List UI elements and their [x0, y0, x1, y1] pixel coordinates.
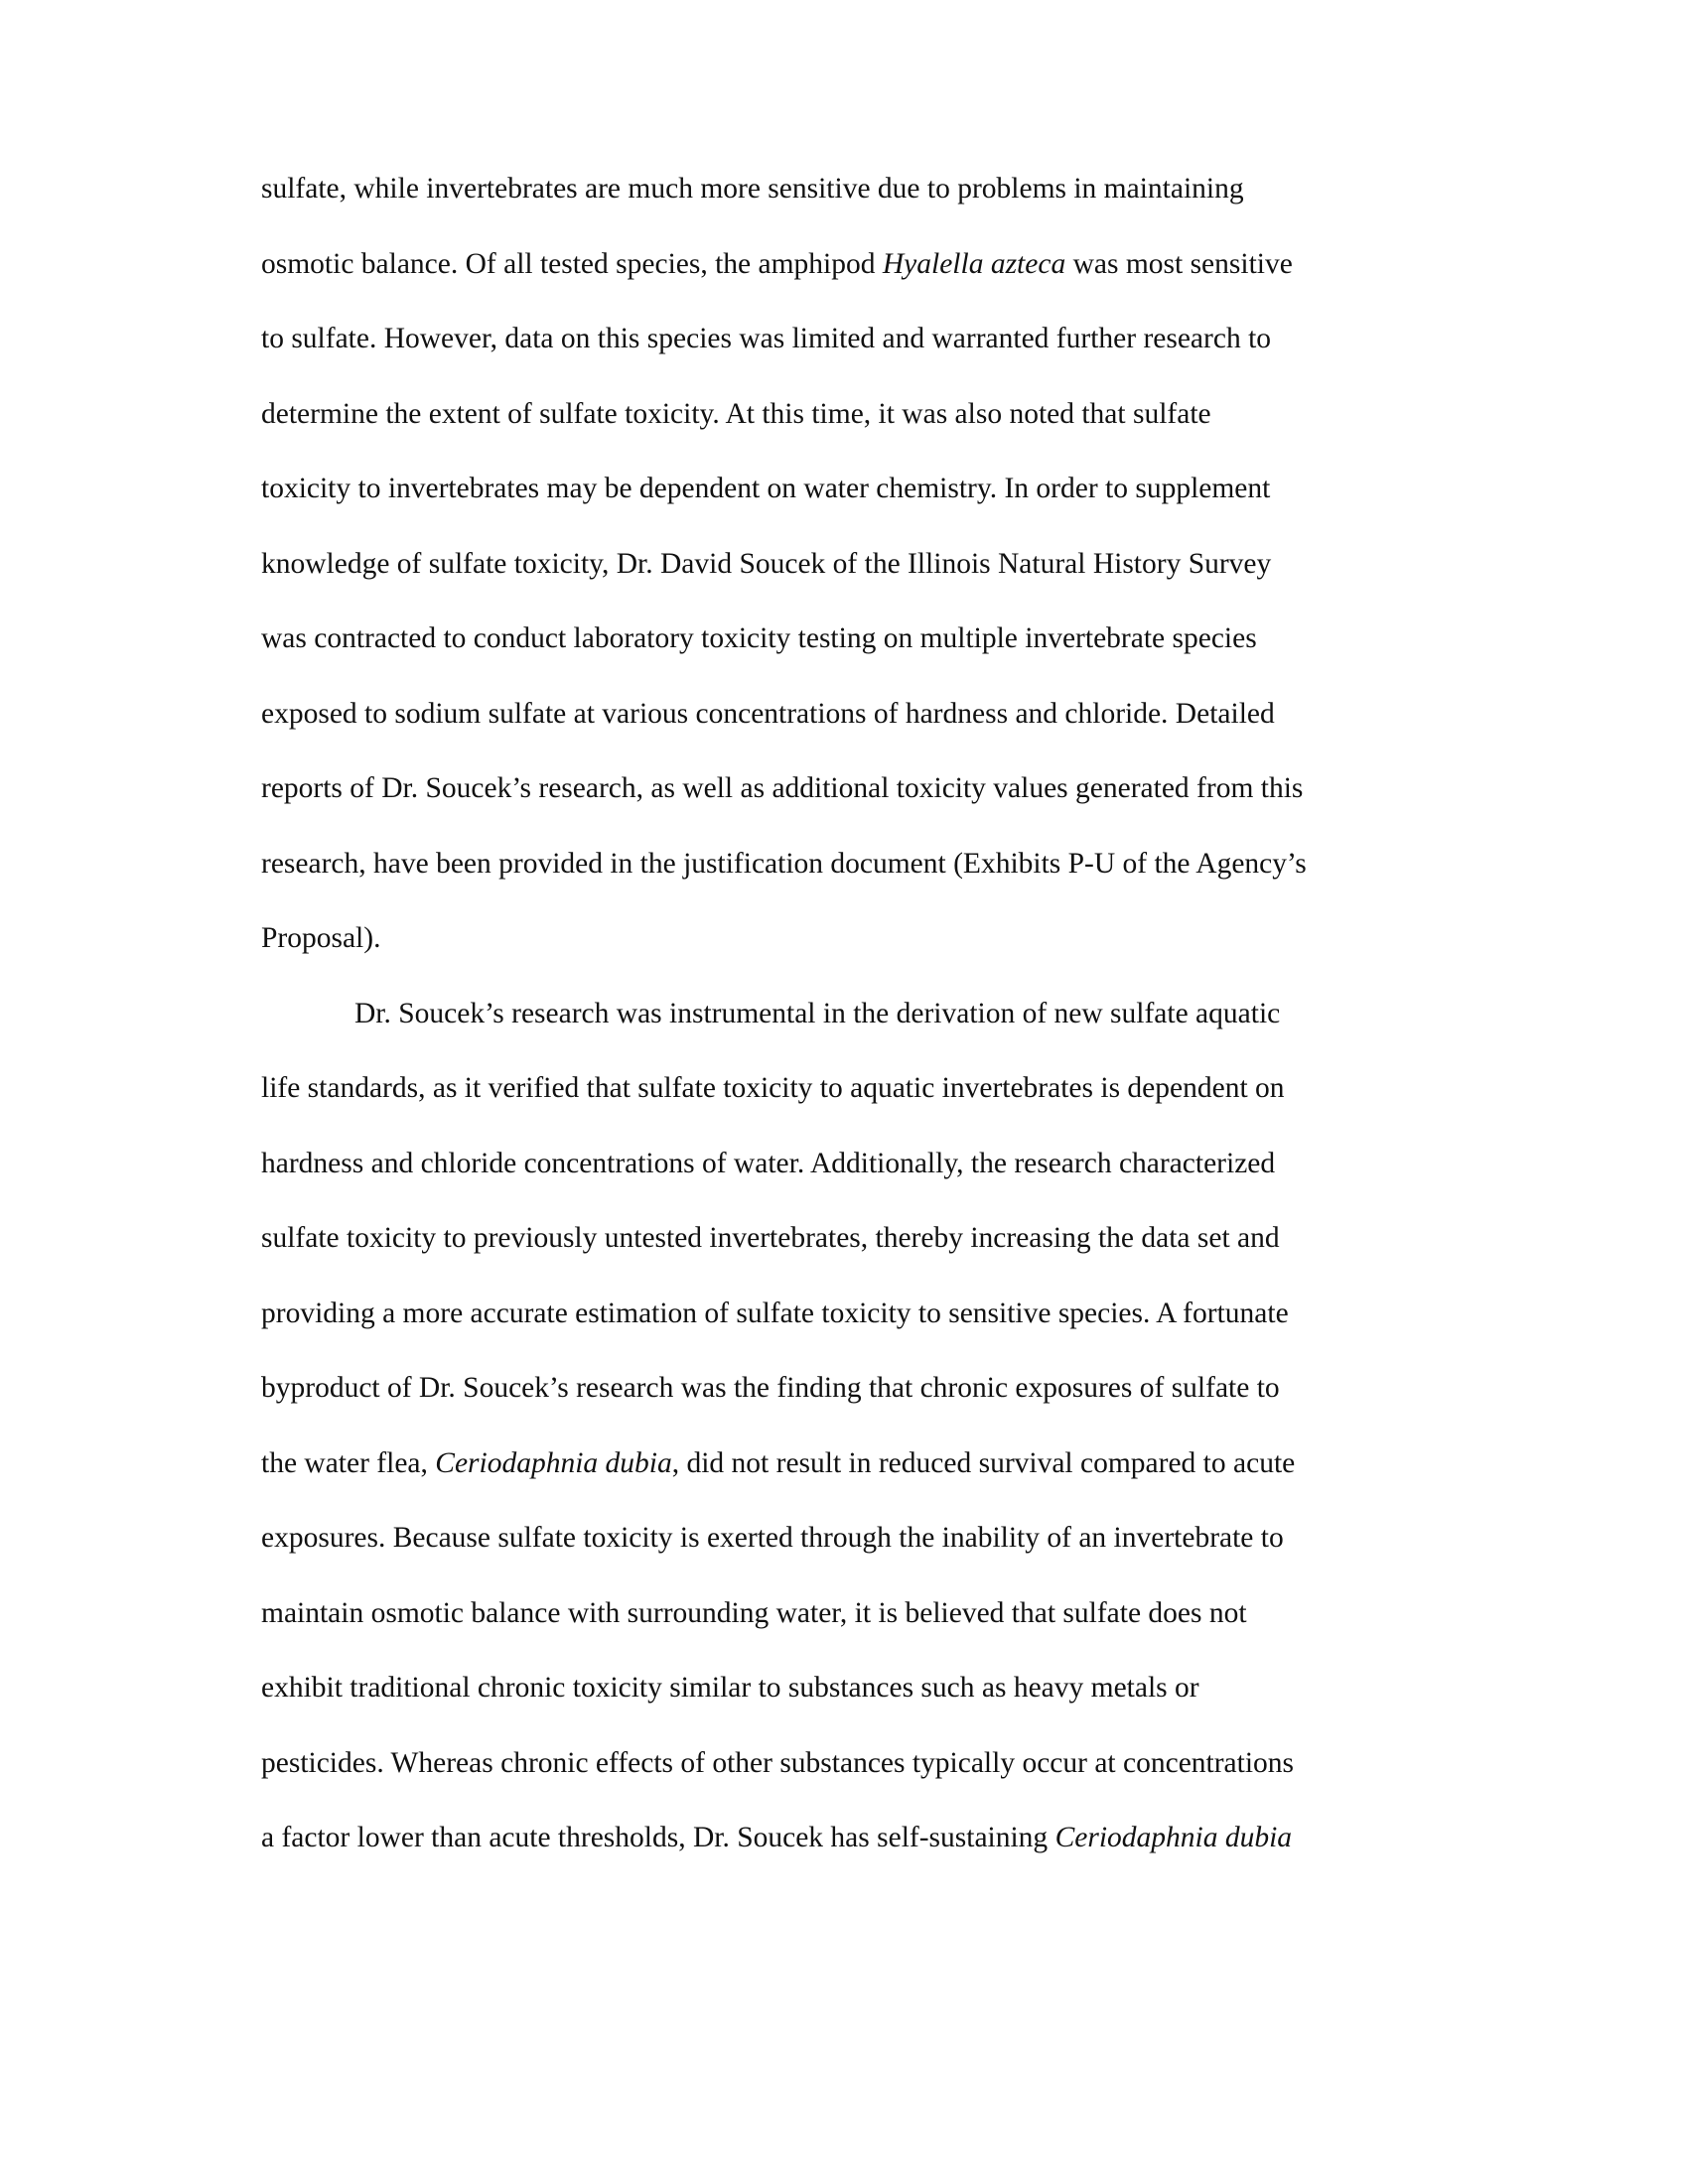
text-segment: exhibit traditional chronic toxicity similar to substances such as heavy metals or: [261, 1672, 1199, 1704]
text-segment: life standards, as it verified that sulfate toxicity to aquatic invertebrates is dependent on: [261, 1072, 1285, 1104]
text-segment: the water flea,: [261, 1446, 436, 1479]
text-segment: pesticides. Whereas chronic effects of other substances typically occur at concentrations: [261, 1746, 1295, 1779]
text-line: [261, 920, 380, 956]
text-segment: sulfate toxicity to previously untested invertebrates, thereby increasing the data set and: [261, 1222, 1280, 1254]
italic-species-name: Ceriodaphnia dubia: [1054, 1822, 1293, 1853]
text-segment: was most sensitive: [1065, 247, 1293, 280]
text-segment: maintain osmotic balance with surrounding water, it is believed that sulfate does not: [261, 1596, 1247, 1629]
text-segment: , did not result in reduced survival compared to acute: [671, 1446, 1296, 1479]
text-line: [261, 846, 1307, 882]
text-line: [261, 1595, 1247, 1631]
text-line: [261, 1370, 1280, 1406]
text-line: [261, 171, 1244, 206]
italic-species-name: Ceriodaphnia dubia: [435, 1446, 672, 1479]
text-segment: exposed to sodium sulfate at various concentrations of hardness and chloride. Detailed: [261, 697, 1275, 730]
text-segment: Proposal).: [261, 922, 381, 954]
text-line: [261, 1146, 1275, 1181]
text-segment: knowledge of sulfate toxicity, Dr. David Soucek of the Illinois Natural History Survey: [261, 547, 1272, 580]
text-segment: to sulfate. However, data on this species was limited and warranted further research to: [261, 323, 1272, 354]
text-line: [261, 1445, 1295, 1481]
text-segment: determine the extent of sulfate toxicity. At this time, it was also noted that sulfate: [261, 397, 1211, 430]
text-segment: was contracted to conduct laboratory toxicity testing on multiple invertebrate species: [261, 622, 1257, 654]
text-line: [261, 546, 1271, 582]
text-line: [261, 1820, 1292, 1855]
text-line: [261, 620, 1257, 656]
text-segment: byproduct of Dr. Soucek’s research was the finding that chronic exposures of sulfate to: [261, 1372, 1280, 1404]
text-segment: Dr. Soucek’s research was instrumental in the derivation of new sulfate aquatic: [354, 997, 1281, 1029]
text-segment: reports of Dr. Soucek’s research, as well as additional toxicity values generated from this: [261, 772, 1304, 804]
text-line: [261, 246, 1293, 282]
text-line: [261, 1296, 1289, 1331]
text-segment: osmotic balance. Of all tested species, the amphipod: [261, 247, 883, 280]
text-line: [261, 1220, 1280, 1256]
text-line: [354, 996, 1280, 1031]
text-segment: hardness and chloride concentrations of water. Additionally, the research characterized: [261, 1147, 1276, 1179]
text-line: [261, 696, 1275, 732]
text-line: [261, 1520, 1284, 1556]
italic-species-name: Hyalella azteca: [882, 247, 1066, 280]
text-line: [261, 770, 1303, 806]
text-segment: research, have been provided in the justification document (Exhibits P-U of the Agency’s: [261, 847, 1307, 880]
text-segment: providing a more accurate estimation of sulfate toxicity to sensitive species. A fortunate: [261, 1297, 1289, 1329]
text-line: [261, 471, 1270, 506]
text-segment: exposures. Because sulfate toxicity is exerted through the inability of an invertebrate to: [261, 1522, 1284, 1554]
text-segment: toxicity to invertebrates may be dependent on water chemistry. In order to supplement: [261, 473, 1271, 504]
text-segment: sulfate, while invertebrates are much more sensitive due to problems in maintaining: [261, 173, 1244, 205]
text-line: [261, 321, 1271, 356]
text-line: [261, 396, 1211, 432]
text-line: [261, 1745, 1294, 1781]
text-line: [261, 1070, 1285, 1106]
text-segment: a factor lower than acute thresholds, Dr. Soucek has self-sustaining: [261, 1822, 1055, 1853]
text-line: [261, 1670, 1199, 1706]
